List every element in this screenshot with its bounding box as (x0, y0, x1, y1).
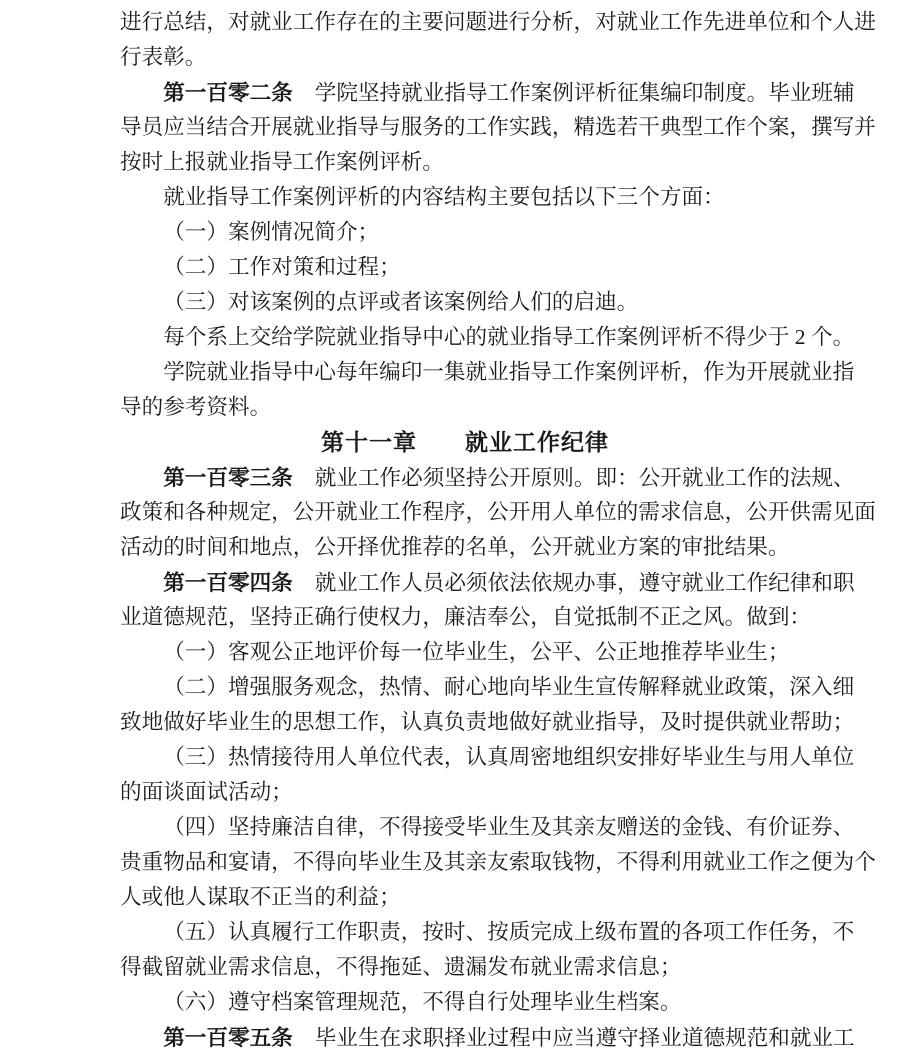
text-line: 导的参考资料。 (120, 395, 272, 419)
text-line: 致地做好毕业生的思想工作，认真负责地做好就业指导，及时提供就业帮助； (120, 710, 855, 734)
text-line: 进行总结，对就业工作存在的主要问题进行分析，对就业工作先进单位和个人进 (120, 10, 876, 34)
article-text: 就业工作必须坚持公开原则。即：公开就业工作的法规、 (314, 466, 855, 490)
text-line: 按时上报就业指导工作案例评析。 (120, 150, 444, 174)
text-line: （三）热情接待用人单位代表，认真周密地组织安排好毕业生与用人单位 (163, 745, 855, 769)
article-text: 就业工作人员必须依法依规办事，遵守就业工作纪律和职 (314, 571, 855, 595)
text-line: （五）认真履行工作职责，按时、按质完成上级布置的各项工作任务，不 (163, 920, 855, 944)
text-line: 行表彰。 (120, 45, 207, 69)
article-number: 第一百零五条 (163, 1025, 293, 1050)
article-number: 第一百零二条 (163, 80, 293, 105)
article-number: 第一百零四条 (163, 570, 293, 595)
text-line: 活动的时间和地点，公开择优推荐的名单，公开就业方案的审批结果。 (120, 535, 790, 559)
text-line: 每个系上交给学院就业指导中心的就业指导工作案例评析不得少于 2 个。 (163, 325, 855, 349)
text-line: （二）工作对策和过程； (163, 255, 401, 279)
text-line: 的面谈面试活动； (120, 780, 293, 804)
text-line (120, 1020, 880, 1055)
article-number: 第一百零三条 (163, 465, 293, 490)
article-text: 学院坚持就业指导工作案例评析征集编印制度。毕业班辅 (314, 81, 855, 105)
text-line: 就业指导工作案例评析的内容结构主要包括以下三个方面： (163, 185, 725, 209)
text-line: 贵重物品和宴请，不得向毕业生及其亲友索取钱物，不得利用就业工作之便为个 (120, 850, 876, 874)
text-line: 政策和各种规定，公开就业工作程序，公开用人单位的需求信息，公开供需见面 (120, 500, 876, 524)
text-line: 导员应当结合开展就业指导与服务的工作实践，精选若干典型工作个案，撰写并 (120, 115, 876, 139)
text-line: 业道德规范，坚持正确行使权力，廉洁奉公，自觉抵制不正之风。做到： (120, 605, 812, 629)
text-line: 人或他人谋取不正当的利益； (120, 885, 401, 909)
text-line: 得截留就业需求信息，不得拖延、遗漏发布就业需求信息； (120, 955, 682, 979)
text-line (120, 460, 880, 495)
text-line: （一）案例情况简介； (163, 220, 380, 244)
text-line: 学院就业指导中心每年编印一集就业指导工作案例评析，作为开展就业指 (163, 360, 855, 384)
text-line: （四）坚持廉洁自律，不得接受毕业生及其亲友赠送的金钱、有价证券、 (163, 815, 855, 839)
chapter-heading: 第十一章 就业工作纪律 (321, 429, 609, 455)
text-line: （一）客观公正地评价每一位毕业生，公平、公正地推荐毕业生； (163, 640, 790, 664)
article-text: 毕业生在求职择业过程中应当遵守择业道德规范和就业工 (314, 1026, 855, 1050)
text-line: （二）增强服务观念，热情、耐心地向毕业生宣传解释就业政策，深入细 (163, 675, 855, 699)
text-line: （三）对该案例的点评或者该案例给人们的启迪。 (163, 290, 639, 314)
text-line (120, 565, 880, 600)
text-line: （六）遵守档案管理规范，不得自行处理毕业生档案。 (163, 990, 682, 1014)
text-line (120, 75, 880, 110)
